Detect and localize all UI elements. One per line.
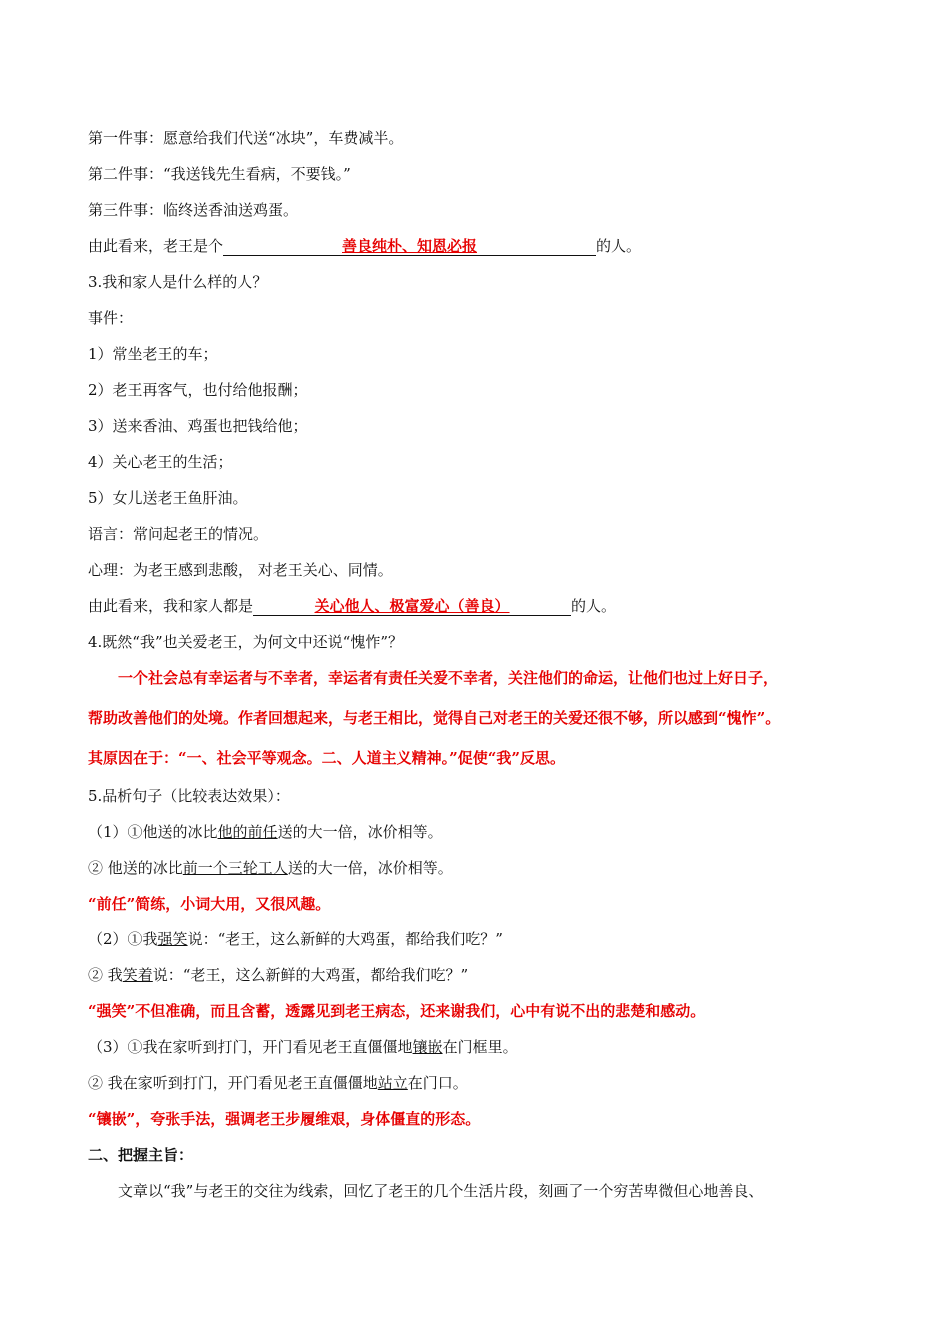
underlined-phrase: 强笑 <box>157 930 188 948</box>
text-segment: （1）①他送的冰比 <box>88 823 218 841</box>
text-line: 第一件事：愿意给我们代送“冰块”，车费减半。 <box>88 129 404 147</box>
section-heading: 二、把握主旨： <box>88 1146 194 1164</box>
list-item: 5）女儿送老王鱼肝油。 <box>88 489 248 507</box>
text-line: 事件： <box>88 309 134 327</box>
underlined-phrase: 笑着 <box>122 966 153 984</box>
question-heading: 5.品析句子（比较表达效果）： <box>88 787 290 805</box>
answer-text: 其原因在于：“一、社会平等观念。二、人道主义精神。”促使“我”反思。 <box>88 749 566 767</box>
question-heading: 3.我和家人是什么样的人？ <box>88 273 268 291</box>
answer-text: 帮助改善他们的处境。作者回想起来，与老王相比，觉得自己对老王的关爱还很不够，所以感到“愧怍”。 <box>88 709 781 727</box>
text-segment: （3）①我在家听到打门，开门看见老王直僵僵地 <box>88 1038 413 1056</box>
text-segment: 说：“老王，这么新鲜的大鸡蛋，都给我们吃？” <box>152 966 469 984</box>
text-segment: 送的大一倍，冰价相等。 <box>277 823 443 841</box>
text-segment: 送的大一倍，冰价相等。 <box>287 859 453 877</box>
answer-text: “前任”简练，小词大用，又很风趣。 <box>88 895 331 913</box>
sentence-line <box>88 822 868 842</box>
sentence-line <box>88 858 868 878</box>
text-segment: ② 我 <box>88 966 123 984</box>
sentence-line <box>88 965 868 985</box>
answer-text: 关心他人、极富爱心（善良） <box>314 597 510 615</box>
list-item: 3）送来香油、鸡蛋也把钱给他； <box>88 417 308 435</box>
fill-blank-line <box>88 596 868 616</box>
answer-text: “镶嵌”，夸张手法，强调老王步履维艰，身体僵直的形态。 <box>88 1110 481 1128</box>
text-segment: 的人。 <box>596 237 642 255</box>
sentence-line <box>88 1037 868 1057</box>
answer-blank <box>253 597 571 616</box>
answer-text: 善良纯朴、知恩必报 <box>342 237 478 255</box>
underlined-phrase: 前一个三轮工人 <box>182 859 288 877</box>
paragraph-text: 文章以“我”与老王的交往为线索，回忆了老王的几个生活片段，刻画了一个穷苦卑微但心地善良、 <box>118 1182 764 1200</box>
underlined-phrase: 镶嵌 <box>412 1038 443 1056</box>
text-segment: 由此看来，老王是个 <box>88 237 224 255</box>
list-item: 2）老王再客气，也付给他报酬； <box>88 381 308 399</box>
sentence-line <box>88 929 868 949</box>
list-item: 1）常坐老王的车； <box>88 345 218 363</box>
text-segment: 说：“老王，这么新鲜的大鸡蛋，都给我们吃？” <box>187 930 503 948</box>
text-segment: 由此看来，我和家人都是 <box>88 597 254 615</box>
text-segment: 的人。 <box>571 597 617 615</box>
text-line: 语言：常问起老王的情况。 <box>88 525 269 543</box>
text-segment: 在门口。 <box>407 1074 468 1092</box>
underlined-phrase: 站立 <box>377 1074 408 1092</box>
text-segment: （2）①我 <box>88 930 158 948</box>
text-line: 第三件事：临终送香油送鸡蛋。 <box>88 201 299 219</box>
fill-blank-line <box>88 236 868 256</box>
text-segment: 在门框里。 <box>442 1038 518 1056</box>
underlined-phrase: 他的前任 <box>217 823 278 841</box>
answer-text: 一个社会总有幸运者与不幸者，幸运者有责任关爱不幸者，关注他们的命运，让他们也过上好日子， <box>118 669 779 687</box>
answer-blank <box>223 237 596 256</box>
text-segment: ② 我在家听到打门，开门看见老王直僵僵地 <box>88 1074 378 1092</box>
question-heading: 4.既然“我”也关爱老王，为何文中还说“愧怍”？ <box>88 633 403 651</box>
text-line: 第二件事：“我送钱先生看病，不要钱。” <box>88 165 351 183</box>
answer-text: “强笑”不但准确，而且含蓄，透露见到老王病态，还来谢我们，心中有说不出的悲楚和感动。 <box>88 1002 706 1020</box>
text-segment: ② 他送的冰比 <box>88 859 183 877</box>
list-item: 4）关心老王的生活； <box>88 453 233 471</box>
text-line: 心理：为老王感到悲酸， 对老王关心、同情。 <box>88 561 393 579</box>
sentence-line <box>88 1073 868 1093</box>
